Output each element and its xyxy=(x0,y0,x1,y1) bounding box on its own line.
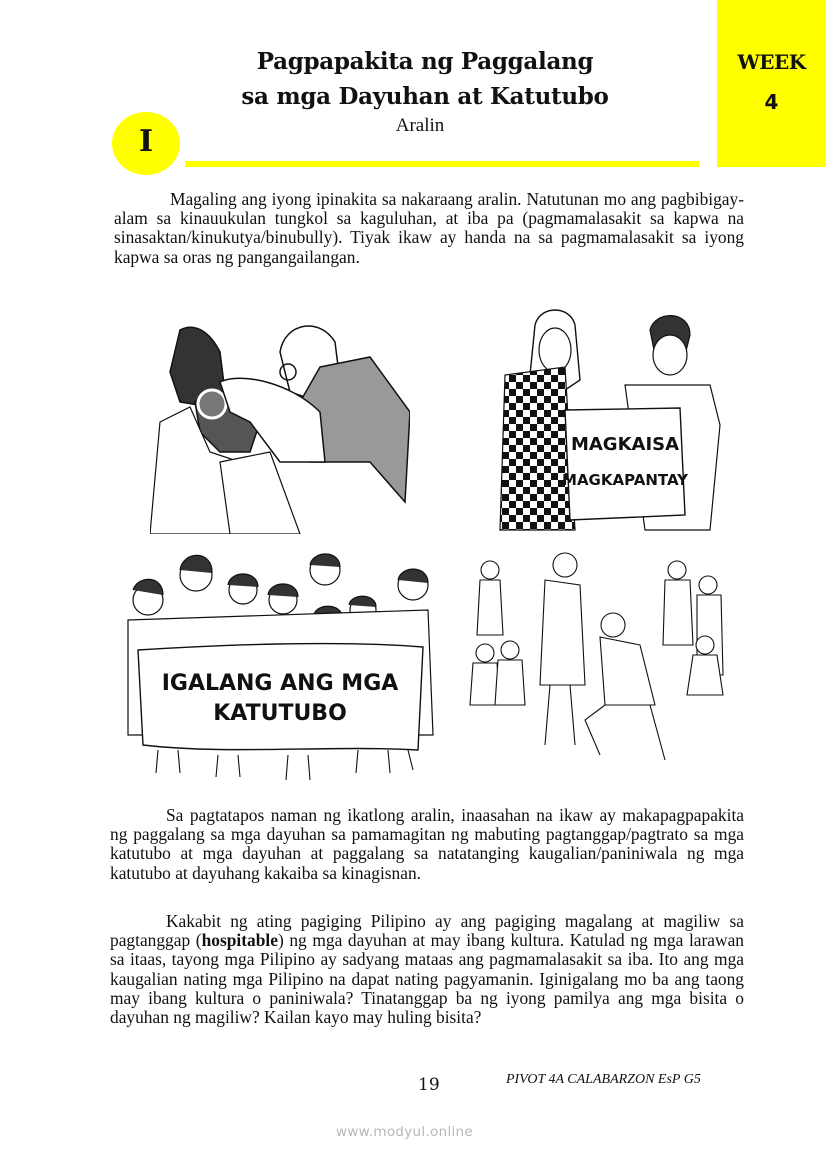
feet xyxy=(156,750,413,780)
footer-source: PIVOT 4A CALABARZON EsP G5 xyxy=(506,1072,701,1087)
hospitable-term: hospitable xyxy=(201,930,278,951)
section-badge xyxy=(112,112,180,175)
banner-magkaisa-line2: MAGKAPANTAY xyxy=(562,471,688,489)
banner-magkaisa xyxy=(565,408,685,520)
illustration-magkaisa xyxy=(495,305,745,535)
audience-right xyxy=(663,561,723,695)
boy-face xyxy=(653,335,687,375)
lesson-title-line2: sa mga Dayuhan at Katutubo xyxy=(241,83,609,110)
banner-magkaisa-line1: MAGKAISA xyxy=(570,434,680,455)
hair-bun xyxy=(198,390,226,418)
illustration-mano-po xyxy=(150,312,410,534)
intro-paragraph xyxy=(114,190,744,267)
dancers xyxy=(540,553,665,760)
intro-text: Magaling ang iyong ipinakita sa nakaraang aralin. Natutunan mo ang pagbibigay-alam sa kinauukulan tungkol sa kaguluhan, at iba pa (pagmamalasakit sa kapwa na sinasaktan/kinukutya/binubully). Tiyak ikaw ay handa na sa pagmamalasakit sa iyong kapwa sa oras ng pangangailangan. xyxy=(114,189,744,267)
checkered-malong xyxy=(500,367,575,530)
illustration-igalang xyxy=(118,545,438,785)
discussion-text-before: Kakabit ng ating pagiging Pilipino ay ang pagiging magalang at magiliw sa pagtanggap ( xyxy=(110,911,744,951)
objective-text: Sa pagtatapos naman ng ikatlong aralin, inaasahan na ikaw ay makapagpapakita ng paggalang sa mga dayuhan sa pamamagitan ng mabuting pagtanggap/pagtrato sa mga katutubo at mga dayuhan at paggalang sa natatanging kaugalian/paniniwala ng mga katutubo at dayuhang kakaiba sa kinagisnan. xyxy=(110,805,744,883)
lesson-subtitle: Aralin xyxy=(395,115,445,136)
child2-body xyxy=(220,452,300,534)
watermark: www.modyul.online xyxy=(336,1124,474,1140)
objective-paragraph xyxy=(110,806,744,883)
section-letter: I xyxy=(138,124,154,159)
lesson-title-line1: Pagpapakita ng Paggalang xyxy=(256,48,594,75)
girl-face xyxy=(539,328,571,372)
discussion-paragraph xyxy=(110,912,744,1027)
page-number: 19 xyxy=(418,1075,440,1095)
illustration-cultural-dance xyxy=(465,545,735,790)
audience-left xyxy=(470,561,525,705)
banner-igalang xyxy=(138,644,423,750)
discussion-text-after: ) ng mga dayuhan at may ibang kultura. Katulad ng mga larawan sa itaas, tayong mga Pilipino ay sadyang mataas ang pagmamalasakit sa iba. Ito ang mga kaugalian nating mga Pilipino na dapat nating pagyamanin. Iginigalang mo ba ang taong may ibang kultura o paniniwala? Tinatanggap ba ng iyong pamilya ang mga bisita o dayuhan ng magiliw? Kailan kayo may huling bisita? xyxy=(110,930,744,1028)
banner-igalang-line1: IGALANG ANG MGA xyxy=(161,671,399,696)
banner-igalang-line2: KATUTUBO xyxy=(213,701,347,726)
header-divider xyxy=(185,161,699,167)
week-number: 4 xyxy=(764,90,779,114)
week-badge xyxy=(717,0,826,167)
week-label: WEEK xyxy=(737,50,806,74)
